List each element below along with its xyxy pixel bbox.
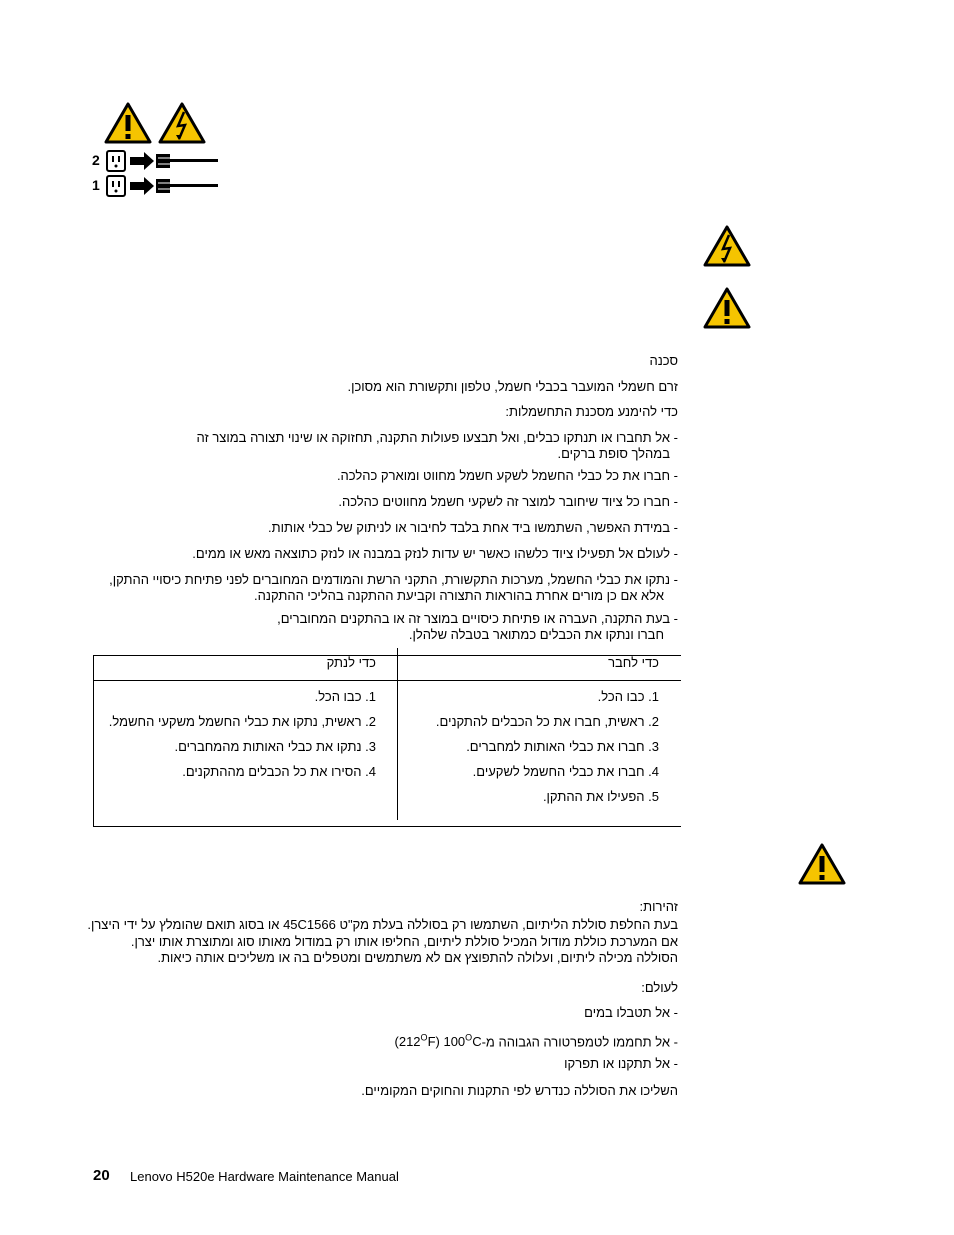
disconnect-step: 4. הסירו את כל הכבלים מההתקנים. <box>182 764 376 779</box>
caution-para-line: בעת החלפת סוללת הליתיום, השתמשו רק בסוללה בעלת מק"ט 45C1566 או בסוג תואם שהומלץ על ידי היצרן. <box>87 917 678 932</box>
temp-f-unit: F) <box>427 1034 440 1050</box>
danger-item: - בעת התקנה, העברה או פתיחת כיסויים במוצר זה או בהתקנים המחוברים, <box>277 611 678 626</box>
connect-step: 5. הפעילו את ההתקן. <box>542 789 659 804</box>
temp-c-unit: C <box>472 1034 482 1050</box>
danger-item: - נתקו את כבלי החשמל, מערכות התקשורת, התקני הרשת והמודמים המחוברים לפני פתיחת כיסויי ההתקן, <box>109 572 678 587</box>
page-number: 20 <box>93 1167 110 1184</box>
caution-dispose: השליכו את הסוללה כנדרש לפי התקנות והחוקים המקומיים. <box>361 1083 678 1098</box>
connect-step: 4. חברו את כבלי החשמל לשקעים. <box>472 764 659 779</box>
connect-step: 2. ראשית, חברו את כל הכבלים להתקנים. <box>435 714 659 729</box>
danger-title: סכנה <box>649 353 678 368</box>
table-header-connect: כדי לחבר <box>608 655 659 670</box>
danger-item-cont: חברו ונתקו את הכבלים כמתואר בטבלה שלהלן. <box>408 627 664 642</box>
degree-symbol: O <box>465 1033 473 1043</box>
caution-title: זהירות: <box>639 899 678 914</box>
danger-item: - חברו כל ציוד שיחובר למוצר זה לשקעי חשמל מחווטים כהלכה. <box>338 494 678 509</box>
disconnect-step: 3. נתקו את כבלי האותות מהמחברים. <box>174 739 376 754</box>
outlet-unplug-icon <box>106 150 220 172</box>
caution-temp-value <box>395 1034 482 1049</box>
caution-exclamation-icon <box>798 843 846 885</box>
outlet-label-1: 1 <box>92 177 100 193</box>
connect-step: 3. חברו את כבלי האותות למחברים. <box>466 739 659 754</box>
caution-para-line: אם המערכת כוללת מודול המכיל סוללת ליתיום, החליפו אותו רק במודול מאותו סוג ומתוצרת אותו יצרן. <box>130 934 678 949</box>
danger-avoid: כדי להימנע מסכנת התחשמלות: <box>505 404 678 419</box>
table-header-divider <box>94 680 681 681</box>
disconnect-step: 1. כבו הכל. <box>314 689 376 704</box>
danger-item-cont: במהלך סופת ברקים. <box>557 446 670 461</box>
danger-exclamation-icon <box>703 287 751 329</box>
danger-item-cont: אלא אם כן מורים אחרת בהוראות התצורה וקביעת ההתקנה בהליכי ההתקנה. <box>254 588 664 603</box>
caution-item: - אל תתקנו או תפרקו <box>564 1056 678 1071</box>
degree-symbol: O <box>420 1033 428 1043</box>
danger-item: - לעולם אל תפעילו ציוד כלשהו כאשר יש עדות לנזק במבנה או לנזק כתוצאה מאש או ממים. <box>192 546 678 561</box>
danger-electric-icon <box>703 225 751 267</box>
disconnect-step: 2. ראשית, נתקו את כבלי החשמל משקעי החשמל. <box>108 714 376 729</box>
table-column-divider <box>397 648 398 820</box>
outlet-label-2: 2 <box>92 152 100 168</box>
caution-temp-text: - אל תחממו לטמפרטורה הגבוהה מ- <box>481 1034 678 1050</box>
caution-para-line: הסוללה מכילה ליתיום, ועלולה להתפוצץ אם לא משתמשים ומטפלים בה או משליכים אותה כיאות. <box>157 950 678 965</box>
table-header-disconnect: כדי לנתק <box>326 655 376 670</box>
temp-f-value: (212 <box>394 1034 421 1050</box>
danger-intro: זרם חשמלי המועבר בכבלי חשמל, טלפון ותקשורת הוא מסוכן. <box>347 379 678 394</box>
danger-item: - אל תחברו או תנתקו כבלים, ואל תבצעו פעולות התקנה, תחזוקה או שינוי תצורה במוצר זה <box>196 430 678 445</box>
temp-c-value: 100 <box>443 1034 466 1050</box>
danger-item: - במידת האפשר, השתמשו ביד אחת בלבד לחיבור או לניתוק של כבלי אותות. <box>268 520 678 535</box>
outlet-unplug-icon <box>106 175 220 197</box>
caution-item: - אל תטבלו במים <box>584 1005 678 1020</box>
danger-item: - חברו את כל כבלי החשמל לשקע חשמל מחווט ומוארק כהלכה. <box>336 468 678 483</box>
warning-triangle-electric-icon <box>158 102 206 144</box>
caution-item-temp <box>78 1029 678 1051</box>
warning-triangle-exclamation-icon <box>104 102 152 144</box>
connect-step: 1. כבו הכל. <box>597 689 659 704</box>
cable-table <box>93 655 681 827</box>
manual-title: Lenovo H520e Hardware Maintenance Manual <box>130 1169 399 1184</box>
caution-never: לעולם: <box>641 980 678 995</box>
